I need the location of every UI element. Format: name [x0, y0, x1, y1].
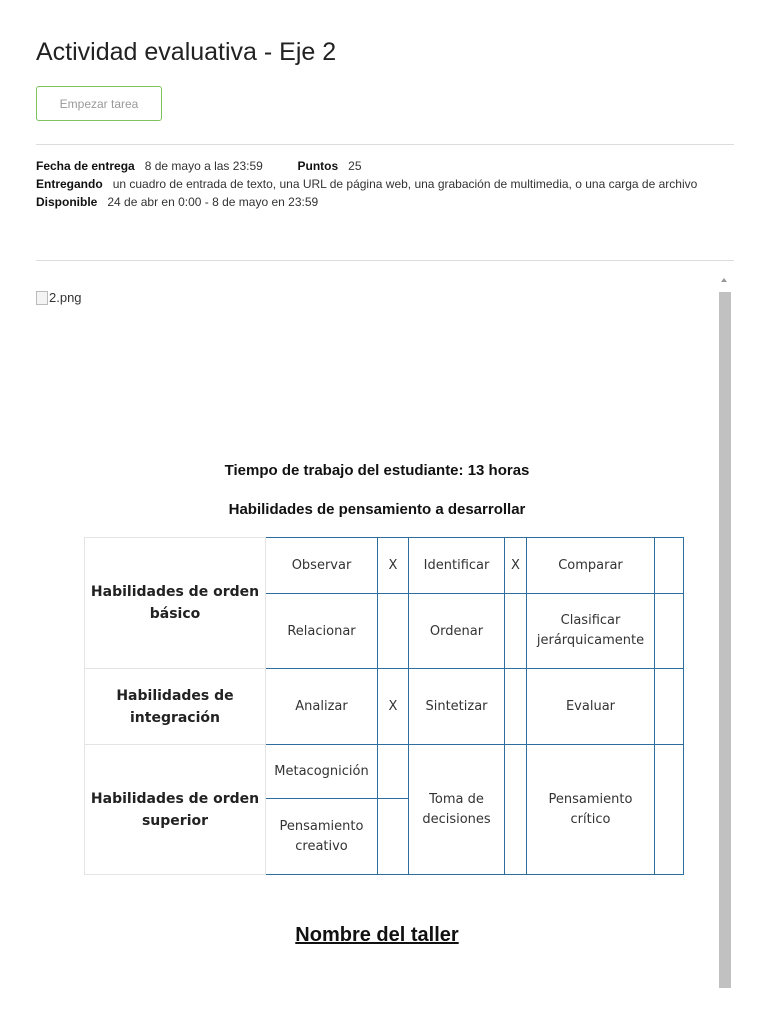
skills-heading: Habilidades de pensamiento a desarrollar	[228, 501, 526, 518]
broken-image	[36, 290, 82, 305]
mark-cell	[505, 594, 527, 669]
table-row	[85, 745, 684, 799]
points-value: 25	[348, 159, 362, 173]
skill-cell: Metacognición	[266, 745, 378, 799]
category-higher: Habilidades de orden superior	[85, 745, 266, 875]
submitting-value: un cuadro de entrada de texto, una URL de página web, una grabación de multimedia, o una carga de archivo	[112, 177, 698, 191]
mark-cell: X	[505, 538, 527, 594]
broken-image-icon	[36, 291, 48, 305]
skill-cell: Analizar	[266, 669, 378, 745]
skill-cell: Sintetizar	[409, 669, 505, 745]
mark-cell	[505, 745, 527, 875]
skill-cell: Pensamiento creativo	[266, 799, 378, 875]
category-basic: Habilidades de orden básico	[85, 538, 266, 669]
divider	[36, 144, 734, 145]
broken-image-alt: 2.png	[49, 290, 82, 305]
due-date-value: 8 de mayo a las 23:59	[144, 159, 263, 173]
skill-cell: Observar	[266, 538, 378, 594]
table-row	[85, 669, 684, 745]
start-task-button[interactable]: Empezar tarea	[36, 86, 162, 121]
assignment-details	[36, 157, 736, 211]
scroll-up-arrow-icon[interactable]	[721, 278, 727, 282]
skills-table	[84, 537, 684, 875]
skill-cell: Identificar	[409, 538, 505, 594]
mark-cell	[655, 669, 684, 745]
submitting-label: Entregando	[36, 177, 103, 191]
available-row	[36, 193, 736, 211]
available-value: 24 de abr en 0:00 - 8 de mayo en 23:59	[107, 195, 319, 209]
mark-cell	[378, 745, 409, 799]
skill-cell: Evaluar	[527, 669, 655, 745]
work-time-text: Tiempo de trabajo del estudiante: 13 horas	[224, 462, 530, 479]
table-row	[85, 538, 684, 594]
mark-cell	[378, 799, 409, 875]
mark-cell	[378, 594, 409, 669]
due-date-label: Fecha de entrega	[36, 159, 135, 173]
skill-cell: Pensamiento crítico	[527, 745, 655, 875]
assignment-description	[20, 276, 734, 988]
divider	[36, 260, 734, 261]
scrollbar[interactable]	[718, 276, 732, 988]
workshop-name-heading: Nombre del taller	[295, 924, 459, 946]
due-date-row	[36, 157, 736, 175]
mark-cell: X	[378, 538, 409, 594]
available-label: Disponible	[36, 195, 98, 209]
skill-cell: Ordenar	[409, 594, 505, 669]
skill-cell: Clasificar jerárquicamente	[527, 594, 655, 669]
mark-cell	[655, 594, 684, 669]
mark-cell	[655, 745, 684, 875]
category-integration: Habilidades de integración	[85, 669, 266, 745]
mark-cell	[655, 538, 684, 594]
points-label: Puntos	[297, 159, 339, 173]
page-title: Actividad evaluativa - Eje 2	[36, 38, 337, 66]
scrollbar-thumb[interactable]	[719, 292, 731, 988]
mark-cell: X	[378, 669, 409, 745]
skill-cell: Relacionar	[266, 594, 378, 669]
skill-cell: Comparar	[527, 538, 655, 594]
skill-cell: Toma de decisiones	[409, 745, 505, 875]
submitting-row	[36, 175, 736, 193]
mark-cell	[505, 669, 527, 745]
